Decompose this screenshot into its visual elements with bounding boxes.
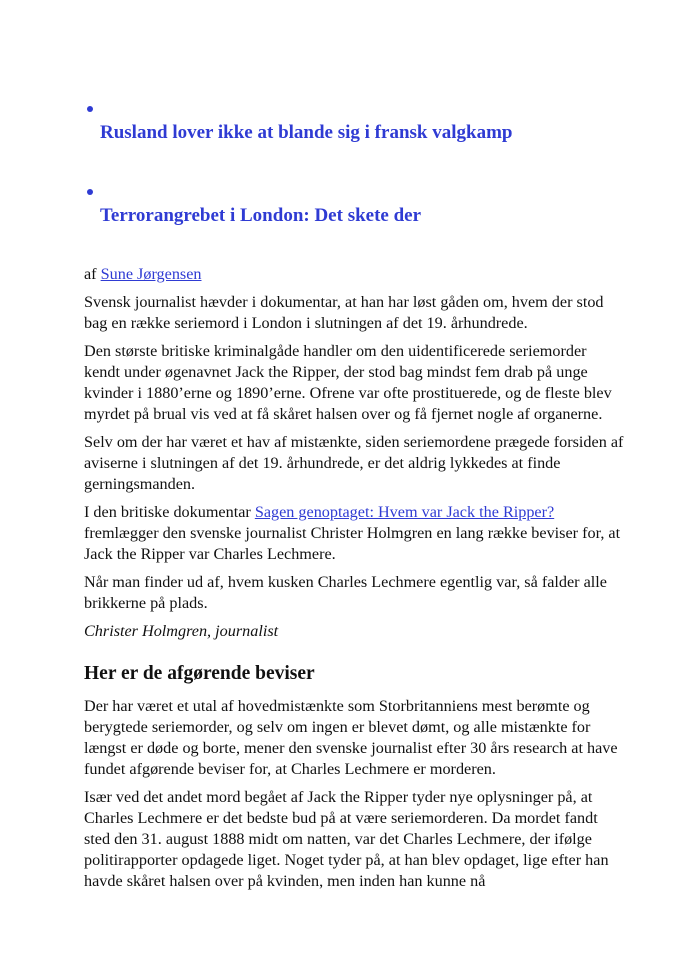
lead-paragraph: Svensk journalist hævder i dokumentar, at han har løst gåden om, hvem der stod bag en række seriemord i London i slutningen af det 19. århundrede. (84, 293, 604, 332)
quote-text: Når man finder ud af, hvem kusken Charles Lechmere egentlig var, så falder alle brikkerne på plads. (84, 573, 607, 612)
bullet-icon (87, 189, 93, 195)
bullet-icon (87, 106, 93, 112)
body-paragraph (84, 502, 624, 565)
article-body (84, 264, 624, 899)
body-paragraph: Selv om der har været et hav af mistænkte, siden seriemordene prægede forsiden af aviserne i slutningen af det 19. århundrede, er det aldrig lykkedes at finde gerningsmanden. (84, 433, 624, 493)
related-article-link[interactable]: Rusland lover ikke at blande sig i fransk valgkamp (100, 122, 513, 143)
byline-prefix: af (84, 265, 97, 283)
paragraph-text: fremlægger den svenske journalist Christer Holmgren en lang række beviser for, at Jack the Ripper var Charles Lechmere. (84, 524, 621, 563)
quote-source: Christer Holmgren, journalist (84, 622, 279, 640)
section-heading: Her er de afgørende beviser (84, 663, 315, 684)
related-article-link[interactable]: Terrorangrebet i London: Det skete der (100, 205, 422, 226)
body-paragraph: Især ved det andet mord begået af Jack the Ripper tyder nye oplysninger på, at Charles Lechmere er det bedste bud på at være seriemorderen. Da mordet fandt sted den 31. august 1888 midt om natten, var det Charles Lechmere, der ifølge politirapporter opdagede liget. Noget tyder på, at han blev opdaget, lige efter han havde skåret halsen over på kvinden, men inden han kunne nå (84, 788, 609, 890)
paragraph-text: I den britiske dokumentar (84, 503, 255, 521)
author-link[interactable]: Sune Jørgensen (100, 265, 202, 283)
body-paragraph: Der har været et utal af hovedmistænkte som Storbritanniens mest berømte og berygtede seriemorder, og selv om ingen er blevet dømt, og alle mistænkte for længst er døde og borte, mener den svenske journalist efter 30 års research at have fundet afgørende beviser for, at Charles Lechmere er morderen. (84, 697, 618, 778)
byline (84, 264, 624, 285)
body-paragraph: Den største britiske kriminalgåde handler om den uidentificerede seriemorder kendt under øgenavnet Jack the Ripper, der stod bag mindst fem drab på unge kvinder i 1880’erne og 1890’erne. Ofrene var ofte prostituerede, og de fleste blev myrdet på brual vis ved at få skåret halsen over og få fjernet nogle af organerne. (84, 342, 612, 423)
documentary-link[interactable]: Sagen genoptaget: Hvem var Jack the Ripper? (254, 503, 555, 521)
